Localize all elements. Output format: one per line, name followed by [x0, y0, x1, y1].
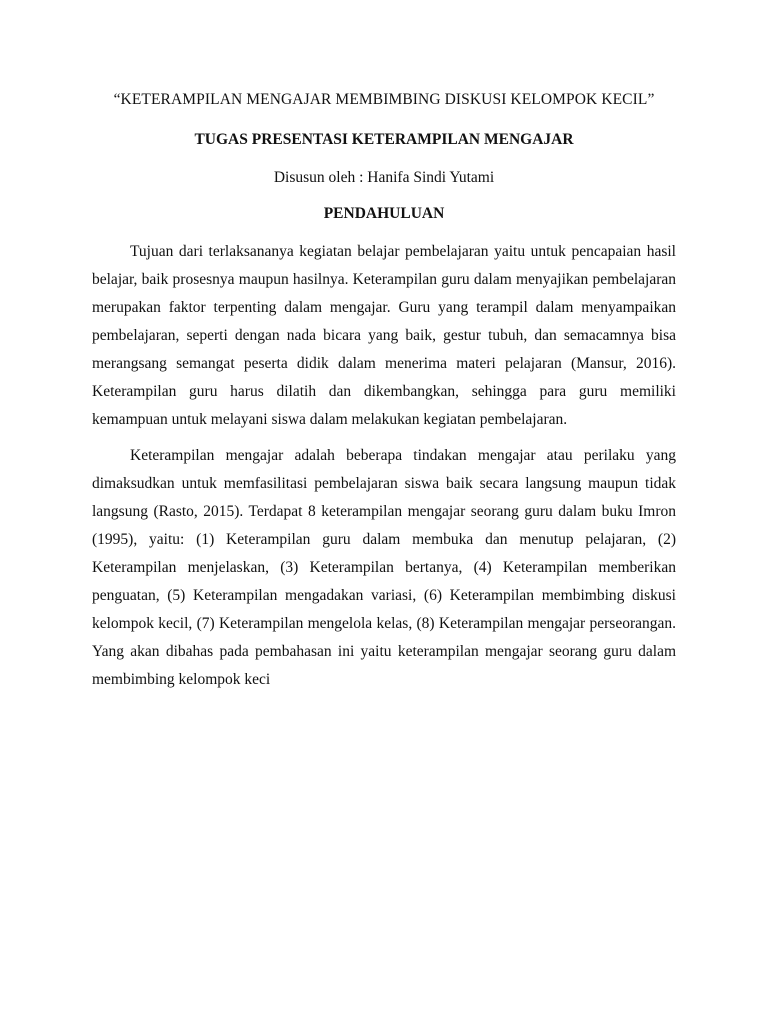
document-subtitle: TUGAS PRESENTASI KETERAMPILAN MENGAJAR: [194, 131, 574, 148]
document-title: “KETERAMPILAN MENGAJAR MEMBIMBING DISKUSI KELOMPOK KECIL”: [113, 91, 655, 108]
author-line: Disusun oleh : Hanifa Sindi Yutami: [273, 169, 495, 186]
paragraph-1: Tujuan dari terlaksananya kegiatan belajar pembelajaran yaitu untuk pencapaian hasil belajar, baik prosesnya maupun hasilnya. Keterampilan guru dalam menyajikan pembelajaran merupakan faktor terpenting dalam mengajar. Guru yang terampil dalam menyampaikan pembelajaran, seperti dengan nada bicara yang baik, gestur tubuh, dan semacamnya bisa merangsang semangat peserta didik dalam menerima materi pelajaran (Mansur, 2016). Keterampilan guru harus dilatih dan dikembangkan, sehingga para guru memiliki kemampuan untuk melayani siswa dalam melakukan kegiatan pembelajaran.: [92, 243, 676, 428]
paragraph-2: Keterampilan mengajar adalah beberapa tindakan mengajar atau perilaku yang dimaksudkan untuk memfasilitasi pembelajaran siswa baik secara langsung maupun tidak langsung (Rasto, 2015). Terdapat 8 keterampilan mengajar seorang guru dalam buku Imron (1995), yaitu: (1) Keterampilan guru dalam membuka dan menutup pelajaran, (2) Keterampilan menjelaskan, (3) Keterampilan bertanya, (4) Keterampilan memberikan penguatan, (5) Keterampilan mengadakan variasi, (6) Keterampilan membimbing diskusi kelompok kecil, (7) Keterampilan mengelola kelas, (8) Keterampilan mengajar perseorangan. Yang akan dibahas pada pembahasan ini yaitu keterampilan mengajar seorang guru dalam membimbing kelompok keci: [92, 447, 676, 688]
document-content: [92, 90, 676, 694]
section-heading: PENDAHULUAN: [323, 205, 445, 222]
